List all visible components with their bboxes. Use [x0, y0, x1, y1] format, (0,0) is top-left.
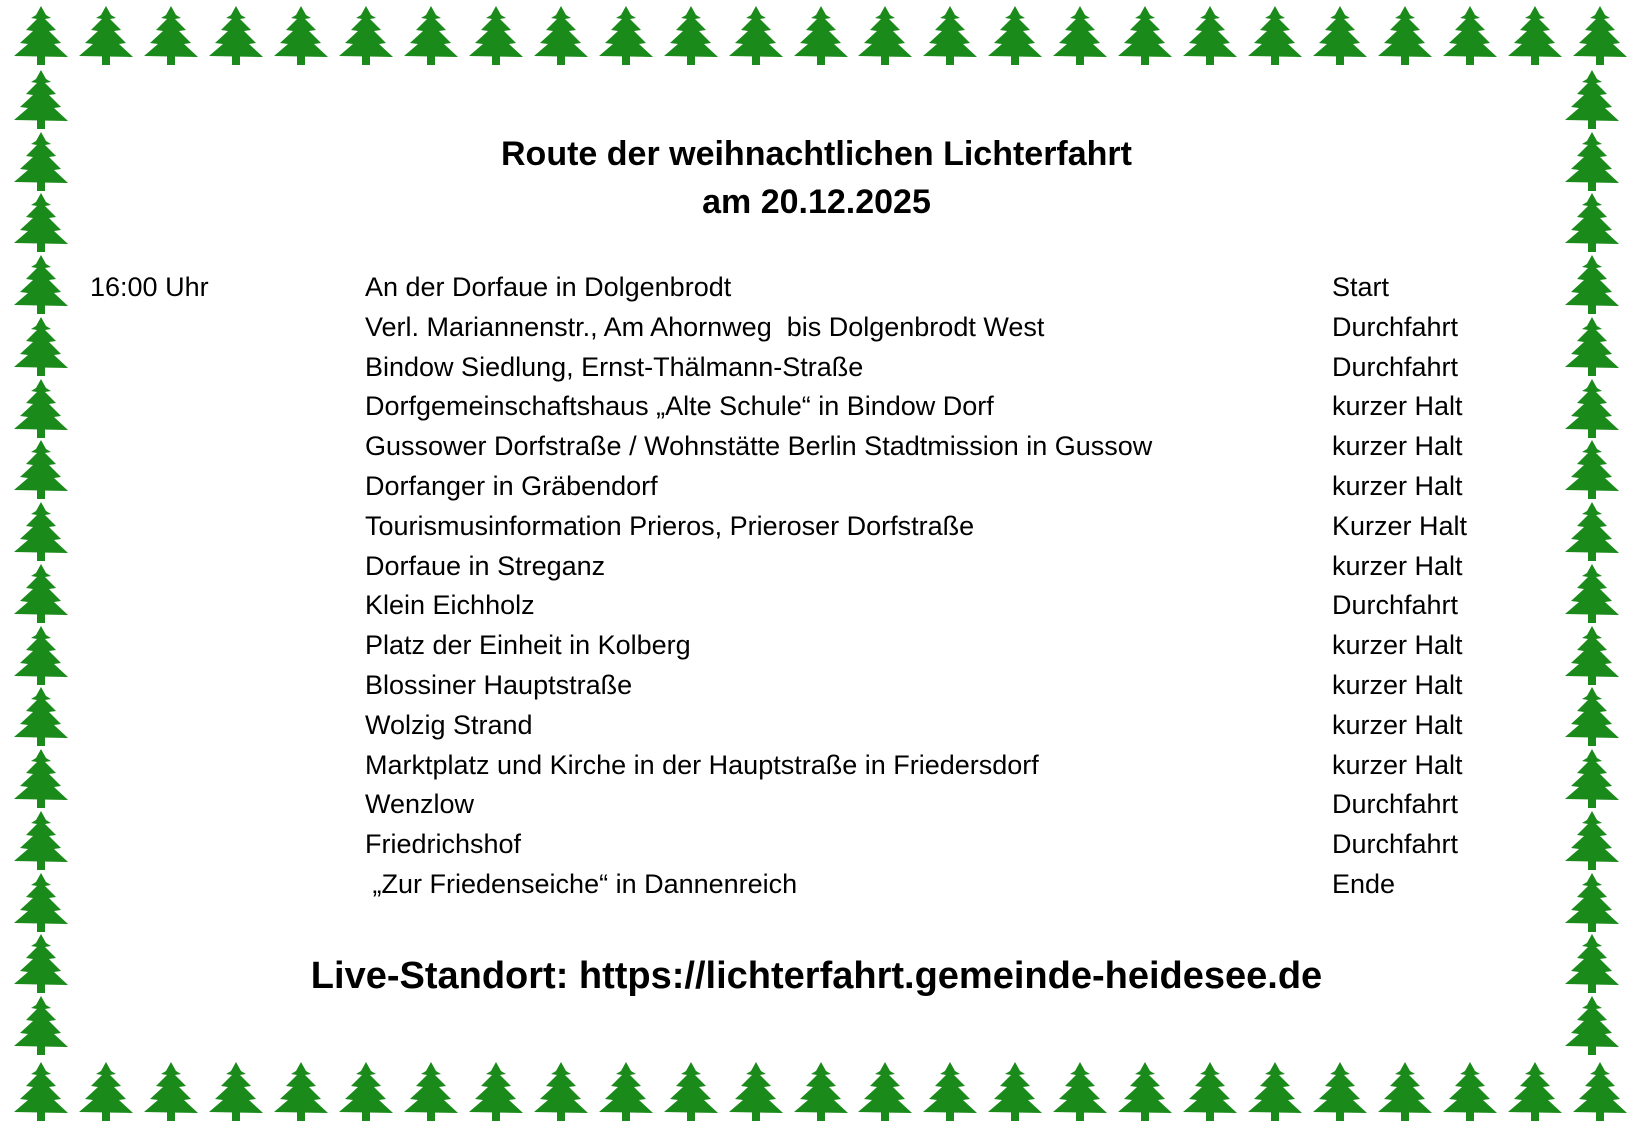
row-place: Wolzig Strand: [365, 709, 533, 740]
christmas-tree-icon: [1565, 70, 1619, 129]
christmas-tree-icon: [339, 6, 393, 65]
christmas-tree-icon: [1053, 6, 1107, 65]
row-place: Tourismusinformation Prieros, Prieroser Dorfstraße: [365, 510, 975, 541]
row-stop-type: Durchfahrt: [1332, 311, 1459, 342]
christmas-tree-icon: [664, 1062, 718, 1121]
row-place: Gussower Dorfstraße / Wohnstätte Berlin Stadtmission in Gussow: [365, 431, 1153, 462]
row-stop-type: Durchfahrt: [1332, 829, 1459, 860]
route-schedule: [0, 268, 1633, 905]
christmas-tree-icon: [404, 6, 458, 65]
row-stop-type: kurzer Halt: [1332, 391, 1463, 422]
row-place: Blossiner Hauptstraße: [365, 669, 633, 700]
christmas-tree-icon: [988, 1062, 1042, 1121]
christmas-tree-icon: [14, 70, 68, 129]
christmas-tree-icon: [794, 6, 848, 65]
christmas-tree-icon: [1573, 6, 1627, 65]
row-place: Marktplatz und Kirche in der Hauptstraße in Friedersdorf: [365, 749, 1039, 780]
christmas-tree-icon: [469, 1062, 523, 1121]
christmas-tree-icon: [274, 1062, 328, 1121]
row-time: 16:00 Uhr: [90, 272, 209, 302]
christmas-tree-icon: [923, 6, 977, 65]
schedule-row: [0, 387, 1633, 427]
row-stop-type: Ende: [1332, 868, 1396, 899]
schedule-row: [0, 348, 1633, 388]
row-place: Dorfanger in Gräbendorf: [365, 470, 658, 501]
row-stop-type: kurzer Halt: [1332, 630, 1463, 661]
christmas-tree-icon: [1313, 1062, 1367, 1121]
page-subtitle-date: am 20.12.2025: [702, 183, 931, 221]
christmas-tree-icon: [209, 6, 263, 65]
row-stop-type: kurzer Halt: [1332, 669, 1463, 700]
christmas-tree-icon: [14, 6, 68, 65]
christmas-tree-icon: [794, 1062, 848, 1121]
schedule-row: [0, 746, 1633, 786]
row-stop-type: kurzer Halt: [1332, 431, 1463, 462]
christmas-tree-icon: [599, 1062, 653, 1121]
christmas-tree-icon: [599, 6, 653, 65]
row-place: Wenzlow: [365, 789, 475, 820]
christmas-tree-icon: [664, 6, 718, 65]
row-place: Dorfgemeinschaftshaus „Alte Schule“ in Bindow Dorf: [365, 391, 994, 422]
christmas-tree-icon: [209, 1062, 263, 1121]
row-place: An der Dorfaue in Dolgenbrodt: [365, 272, 732, 302]
christmas-tree-icon: [1183, 1062, 1237, 1121]
schedule-row: [0, 586, 1633, 626]
row-stop-type: kurzer Halt: [1332, 709, 1463, 740]
row-stop-type: kurzer Halt: [1332, 550, 1463, 581]
schedule-row: [0, 666, 1633, 706]
christmas-tree-icon: [858, 6, 912, 65]
schedule-row: [0, 427, 1633, 467]
christmas-tree-icon: [1248, 6, 1302, 65]
christmas-tree-icon: [1378, 1062, 1432, 1121]
schedule-row: [0, 626, 1633, 666]
christmas-tree-icon: [1443, 6, 1497, 65]
schedule-row: [0, 507, 1633, 547]
christmas-tree-icon: [1313, 6, 1367, 65]
christmas-tree-icon: [923, 1062, 977, 1121]
christmas-tree-icon: [144, 6, 198, 65]
christmas-tree-icon: [469, 6, 523, 65]
christmas-tree-icon: [858, 1062, 912, 1121]
christmas-tree-icon: [274, 6, 328, 65]
christmas-tree-icon: [534, 1062, 588, 1121]
row-stop-type: kurzer Halt: [1332, 470, 1463, 501]
christmas-tree-icon: [988, 6, 1042, 65]
christmas-tree-icon: [1248, 1062, 1302, 1121]
schedule-row: [0, 467, 1633, 507]
row-stop-type: kurzer Halt: [1332, 749, 1463, 780]
christmas-tree-icon: [1508, 6, 1562, 65]
christmas-tree-icon: [1118, 6, 1172, 65]
christmas-tree-icon: [404, 1062, 458, 1121]
row-stop-type: Durchfahrt: [1332, 590, 1459, 621]
row-place: Verl. Mariannenstr., Am Ahornweg bis Dolgenbrodt West: [365, 311, 1045, 342]
row-place: Friedrichshof: [365, 829, 522, 860]
schedule-row: [0, 547, 1633, 587]
schedule-row: [0, 785, 1633, 825]
row-place: Bindow Siedlung, Ernst-Thälmann-Straße: [365, 351, 864, 382]
page-title: Route der weihnachtlichen Lichterfahrt: [501, 135, 1132, 173]
christmas-tree-icon: [144, 1062, 198, 1121]
christmas-tree-icon: [1565, 996, 1619, 1055]
christmas-tree-icon: [14, 1062, 68, 1121]
christmas-tree-icon: [729, 6, 783, 65]
schedule-row: [0, 268, 1633, 308]
row-stop-type: Start: [1332, 272, 1390, 302]
christmas-tree-icon: [1183, 6, 1237, 65]
christmas-tree-icon: [1508, 1062, 1562, 1121]
christmas-tree-icon: [339, 1062, 393, 1121]
row-place: Dorfaue in Streganz: [365, 550, 606, 581]
schedule-row: [0, 825, 1633, 865]
schedule-row: [0, 706, 1633, 746]
schedule-row: [0, 865, 1633, 905]
christmas-tree-icon: [79, 1062, 133, 1121]
row-place: Platz der Einheit in Kolberg: [365, 630, 691, 661]
christmas-tree-icon: [729, 1062, 783, 1121]
christmas-tree-icon: [1053, 1062, 1107, 1121]
row-place: „Zur Friedenseiche“ in Dannenreich: [365, 868, 798, 899]
row-stop-type: Durchfahrt: [1332, 351, 1459, 382]
live-location-link-text: Live-Standort: https://lichterfahrt.gemeinde-heidesee.de: [310, 955, 1323, 997]
row-stop-type: Durchfahrt: [1332, 789, 1459, 820]
row-stop-type: Kurzer Halt: [1332, 510, 1468, 541]
christmas-tree-icon: [1573, 1062, 1627, 1121]
christmas-tree-icon: [1118, 1062, 1172, 1121]
schedule-row: [0, 308, 1633, 348]
christmas-tree-icon: [79, 6, 133, 65]
christmas-tree-icon: [1378, 6, 1432, 65]
christmas-tree-icon: [1443, 1062, 1497, 1121]
row-place: Klein Eichholz: [365, 590, 535, 621]
christmas-tree-icon: [534, 6, 588, 65]
